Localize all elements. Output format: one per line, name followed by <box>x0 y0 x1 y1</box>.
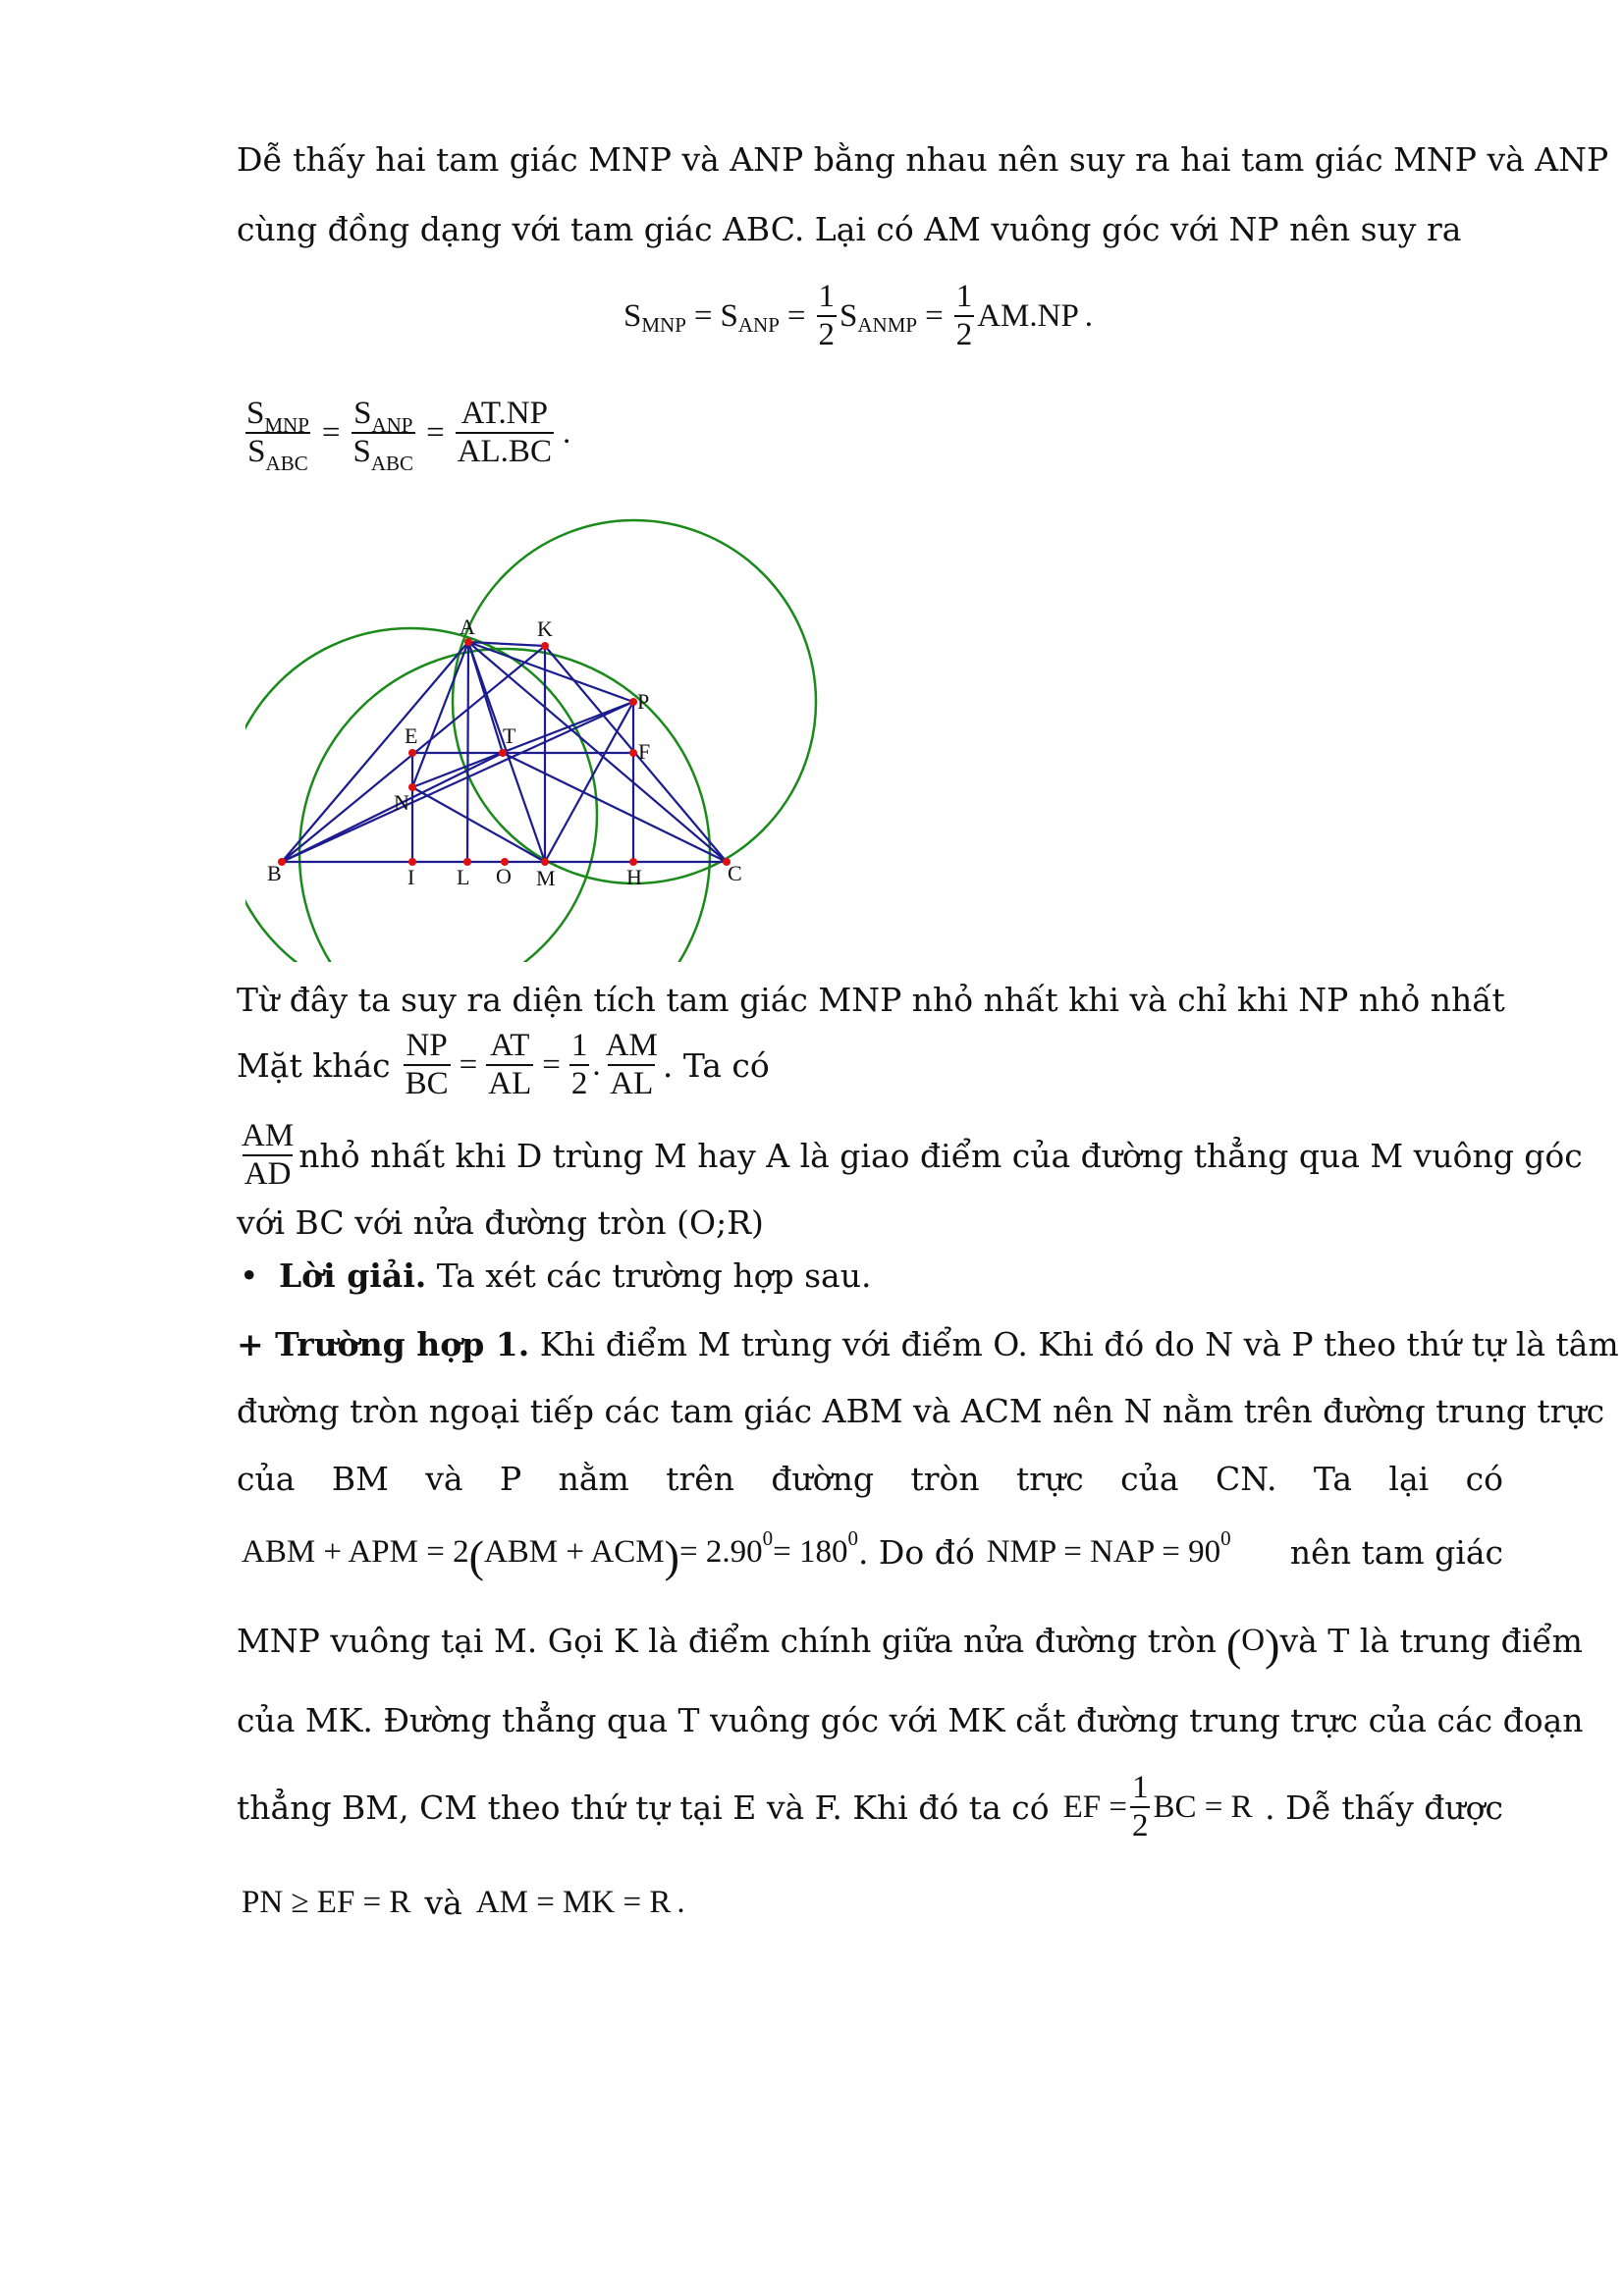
fraction: $\frac{1}{2}$ <box>1131 1770 1149 1843</box>
ratio-line: Mặt khác $\frac{NP}{BC}$ = $\frac{AT}{AL}$ = $\frac{1}{2}$ . $\frac{AM}{AL}$ . Ta có <box>237 1028 770 1101</box>
point-a <box>464 638 472 646</box>
label-o: O <box>496 864 512 888</box>
segment-pm <box>545 702 633 862</box>
eq-subscript: ANMP <box>857 312 918 337</box>
case-line: + Trường hợp 1. Khi điểm M trùng với điểm O. Khi đó do N và P theo thứ tự là tâm <box>237 1325 1619 1363</box>
fraction: $\frac{1}{2}$ <box>818 279 836 352</box>
label-m: M <box>536 866 556 890</box>
label-c: C <box>728 861 742 885</box>
label-p: P <box>637 689 650 714</box>
fraction: $\frac{NP}{BC}$ <box>405 1028 449 1101</box>
paragraph-line: Dễ thấy hai tam giác MNP và ANP bằng nhau nên suy ra hai tam giác MNP và ANP <box>237 140 1609 179</box>
fraction: $\frac{AM}{AL}$ <box>605 1028 658 1101</box>
fraction: $\frac{AT}{AL}$ <box>488 1028 532 1101</box>
ratio-equation: $\frac{S_{MNP}}{S_{ABC}}$ = $\frac{S_{ANP}}{S_{ABC}}$ = $\frac{AT.NP}{AL.BC}$ . <box>246 396 571 475</box>
label-e: E <box>405 723 418 748</box>
segment-at <box>468 642 503 753</box>
case-line-justified: của BM và P nằm trên đường tròn trực của CN. Ta lại có <box>237 1460 1503 1498</box>
label-f: F <box>638 739 651 764</box>
point-n <box>408 783 416 791</box>
geometry-figure <box>245 510 835 962</box>
case-line: đường tròn ngoại tiếp các tam giác ABM và ACM nên N nằm trên đường trung trực <box>237 1392 1605 1430</box>
segment-tc <box>503 753 727 862</box>
eq-symbol: S <box>839 297 858 334</box>
point-f <box>629 749 637 757</box>
eq-sign: = <box>786 297 806 334</box>
fraction: $\frac{S_{ANP}}{S_{ABC}}$ <box>352 396 414 475</box>
label-i: I <box>407 865 415 889</box>
equation-area <box>623 277 1093 355</box>
point-p <box>629 698 637 706</box>
fraction: $\frac{1}{2}$ <box>570 1028 588 1101</box>
point-e <box>408 749 416 757</box>
point-t <box>499 749 507 757</box>
eq-sign: = <box>693 297 713 334</box>
case-line: của MK. Đường thẳng qua T vuông góc với MK cắt đường trung trực của các đoạn <box>237 1701 1584 1739</box>
paragraph-line: cùng đồng dạng với tam giác ABC. Lại có AM vuông góc với NP nên suy ra <box>237 210 1462 248</box>
label-a: A <box>460 614 475 639</box>
eq-symbol: S <box>720 297 738 334</box>
fraction: $\frac{1}{2}$ <box>955 279 973 352</box>
fraction: $\frac{S_{MNP}}{S_{ABC}}$ <box>246 396 309 475</box>
fraction: $\frac{AM}{AD}$ <box>242 1118 295 1192</box>
paragraph-line: với BC với nửa đường tròn (O;R) <box>237 1203 764 1242</box>
solution-heading: • Lời giải. Ta xét các trường hợp sau. <box>240 1256 872 1295</box>
label-t: T <box>503 723 516 748</box>
label-k: K <box>537 616 553 641</box>
angle-equation-line: ABM + APM = 2 ( ABM + ACM ) = 2.90 0 = 180 0 . Do đó NMP = NAP = 90 0 nên tam giác <box>242 1525 1503 1581</box>
paragraph-line: Từ đây ta suy ra diện tích tam giác MNP nhỏ nhất khi và chỉ khi NP nhỏ nhất <box>237 981 1505 1019</box>
eq-period: . <box>1084 297 1094 334</box>
eq-subscript: ANP <box>737 312 780 337</box>
eq-symbol: S <box>623 297 642 334</box>
case-line: MNP vuông tại M. Gọi K là điểm chính giữa nửa đường tròn ( O ) và T là trung điểm <box>237 1620 1583 1670</box>
case-line: PN ≥ EF = R và AM = MK = R . <box>242 1883 685 1922</box>
segment-bt <box>282 753 503 862</box>
ratio-line: $\frac{AM}{AD}$ nhỏ nhất khi D trùng M hay A là giao điểm của đường thẳng qua M vuông góc <box>242 1118 1583 1192</box>
eq-subscript: MNP <box>641 312 686 337</box>
segment-pb <box>282 702 633 862</box>
label-l: L <box>457 865 470 889</box>
label-h: H <box>626 865 642 889</box>
fraction: $\frac{AT.NP}{AL.BC}$ <box>457 396 552 469</box>
eq-sign: = <box>925 297 944 334</box>
label-b: B <box>267 861 282 885</box>
point-k <box>541 642 549 650</box>
eq-text: AM.NP <box>977 297 1079 334</box>
label-n: N <box>394 790 409 815</box>
segment-nm <box>412 787 545 862</box>
point-m <box>541 858 549 866</box>
case-line: thẳng BM, CM theo thứ tự tại E và F. Khi đó ta có EF = $\frac{1}{2}$ BC = R . Dễ thấy được <box>237 1770 1503 1843</box>
segment-pn <box>412 702 633 787</box>
